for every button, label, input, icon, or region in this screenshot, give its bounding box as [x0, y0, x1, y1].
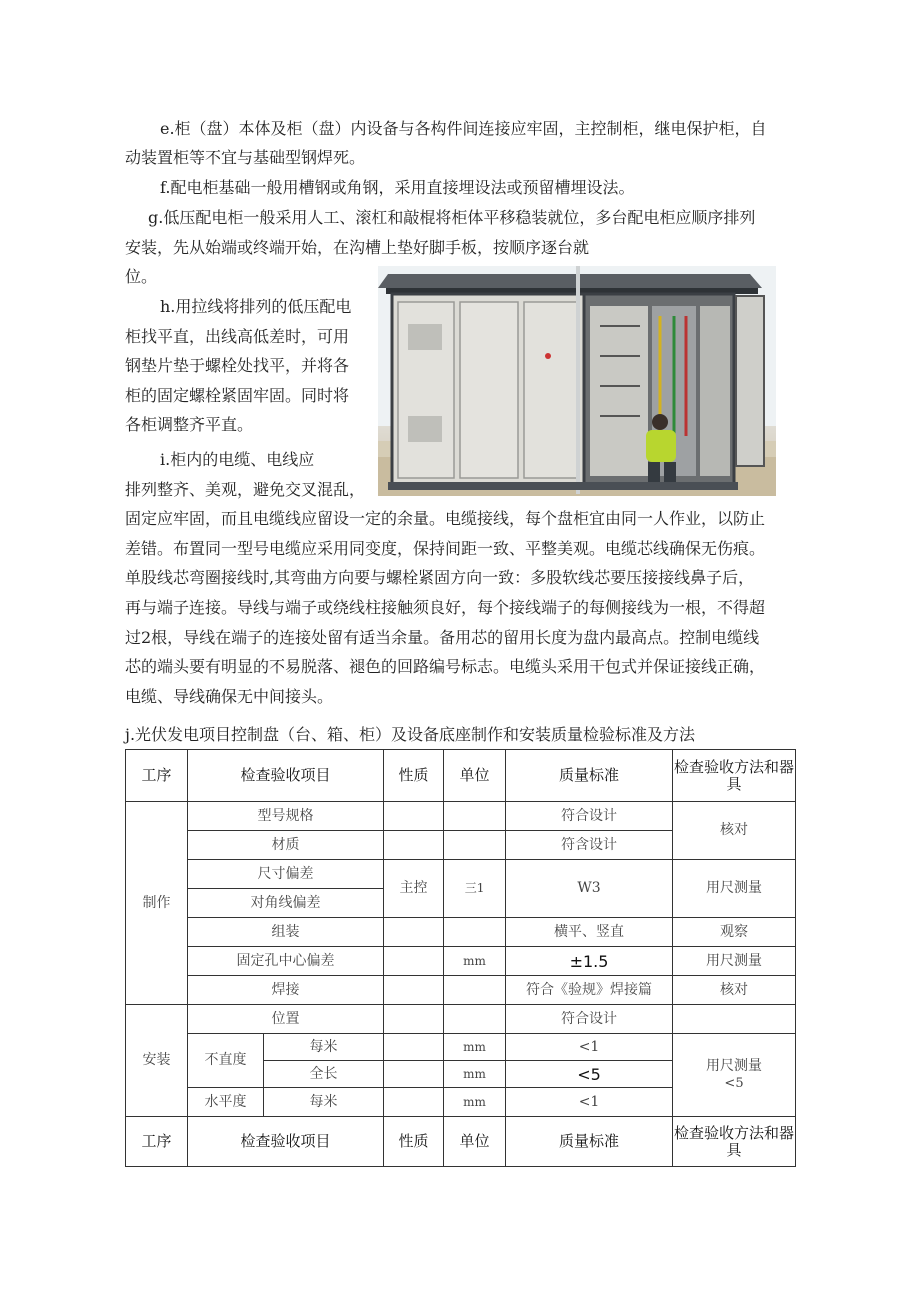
para-i-line9: 电缆、导线确保无中间接头。: [125, 687, 334, 706]
para-i-line6: 再与端子连接。导线与端子或绕线柱接触须良好，每个接线端子的每侧接线为一根，不得超: [125, 598, 766, 617]
cell-empty: [444, 1005, 506, 1034]
th-item: 检查验收项目: [188, 750, 384, 802]
process-zhizuo: 制作: [126, 802, 188, 1005]
table-caption: j.光伏发电项目控制盘（台、箱、柜）及设备底座制作和安装质量检验标准及方法: [125, 725, 696, 744]
cell-mm: mm: [444, 1088, 506, 1117]
th-unit: 单位: [444, 750, 506, 802]
cell-verify: 核对: [673, 802, 796, 860]
cell-lt1: <1: [506, 1034, 673, 1061]
cell-verify2: 核对: [673, 976, 796, 1005]
cell-hole-dev: 固定孔中心偏差: [188, 947, 384, 976]
cell-assembly-std: 横平、竖直: [506, 918, 673, 947]
table-header-row: [126, 750, 796, 802]
cell-mm: mm: [444, 1061, 506, 1088]
cell-pm15: ±1.5: [506, 947, 673, 976]
th-item: 检查验收项目: [188, 1117, 384, 1167]
para-f-line1: f.配电柜基础一般用槽钢或角钢，采用直接埋设法或预留槽埋设法。: [160, 178, 635, 197]
cell-empty: [673, 1005, 796, 1034]
th-process: 工序: [126, 750, 188, 802]
cell-mm: mm: [444, 947, 506, 976]
th-standard: 质量标准: [506, 1117, 673, 1167]
cell-empty: [384, 802, 444, 831]
para-h-line2: 柜找平直，出线高低差时，可用: [125, 327, 350, 346]
cell-mm: mm: [444, 1034, 506, 1061]
cabinet-illustration: [378, 266, 776, 496]
cell-lt1b: <1: [506, 1088, 673, 1117]
th-standard: 质量标准: [506, 750, 673, 802]
cell-full-len: 全长: [264, 1061, 384, 1088]
table-row: [126, 918, 796, 947]
table-row: [126, 1005, 796, 1034]
cell-w3: W3: [506, 860, 673, 918]
cell-empty: [444, 976, 506, 1005]
cell-empty: [384, 976, 444, 1005]
cell-material: 材质: [188, 831, 384, 860]
cell-weld: 焊接: [188, 976, 384, 1005]
para-i-line8: 芯的端头要有明显的不易脱落、褪色的回路编号标志。电缆头采用干包式并保证接线正确，: [125, 657, 766, 676]
para-i-line5: 单股线芯弯圈接线时,其弯曲方向要与螺栓紧固方向一致：多股软线芯要压接接线鼻子后，: [125, 568, 755, 587]
para-h-line3: 钢垫片垫于螺栓处找平，并将各: [125, 356, 350, 375]
cell-straight: 不直度: [188, 1034, 264, 1088]
cell-unit-odd: 三1: [444, 860, 506, 918]
table-row: [126, 976, 796, 1005]
cell-empty: [384, 1005, 444, 1034]
cell-empty: [384, 947, 444, 976]
table-row: [126, 802, 796, 831]
th-nature: 性质: [384, 750, 444, 802]
para-g-line3: 位。: [125, 267, 158, 286]
th-method: 检查验收方法和器具: [673, 1117, 796, 1167]
para-h-line1: h.用拉线将排列的低压配电: [160, 297, 352, 316]
cell-ruler: 用尺测量: [673, 860, 796, 918]
para-e-line1: e.柜（盘）本体及柜（盘）内设备与各构件间连接应牢固，主控制柜，继电保护柜，自: [160, 119, 767, 138]
cell-empty: [444, 918, 506, 947]
para-i-line7: 过2根，导线在端子的连接处留有适当余量。备用芯的留用长度为盘内最高点。控制电缆线: [125, 628, 760, 647]
cell-assembly: 组装: [188, 918, 384, 947]
cell-model-spec: 型号规格: [188, 802, 384, 831]
cell-empty: [384, 918, 444, 947]
cell-lt5: <5: [506, 1061, 673, 1088]
cell-level: 水平度: [188, 1088, 264, 1117]
cell-model-std: 符合设计: [506, 802, 673, 831]
cell-ruler-lt5: [673, 1034, 796, 1117]
cell-size-dev: 尺寸偏差: [188, 860, 384, 889]
cell-ruler2: 用尺测量: [673, 947, 796, 976]
para-i-line3: 固定应牢固，而且电缆线应留设一定的余量。电缆接线，每个盘柜宜由同一人作业，以防止: [125, 509, 766, 528]
cell-material-std: 符含设计: [506, 831, 673, 860]
para-g-line1: g.低压配电柜一般采用人工、滚杠和敲棍将柜体平移稳装就位，多台配电柜应顺序排列: [148, 208, 756, 227]
ruler-text: 用尺测量: [706, 1058, 763, 1074]
ruler-lt5: <5: [724, 1076, 744, 1091]
para-h-line4: 柜的固定螺栓紧固牢固。同时将: [125, 386, 350, 405]
table-row: [126, 947, 796, 976]
cell-empty: [444, 831, 506, 860]
table-header-row-repeat: [126, 1117, 796, 1167]
para-i-line4: 差错。布置同一型号电缆应采用同变度，保持间距一致、平整美观。电缆芯线确保无伤痕。: [125, 539, 766, 558]
cell-empty: [384, 831, 444, 860]
para-g-line2: 安装，先从始端或终端开始，在沟槽上垫好脚手板，按顺序逐台就: [125, 238, 590, 257]
cell-per-m2: 每米: [264, 1088, 384, 1117]
para-e-line2: 动装置柜等不宜与基础型钢焊死。: [125, 148, 366, 167]
para-i-line1: i.柜内的电缆、电线应: [160, 450, 315, 469]
table-row: [126, 1034, 796, 1061]
cell-per-m: 每米: [264, 1034, 384, 1061]
cell-empty: [384, 1088, 444, 1117]
cell-empty: [444, 802, 506, 831]
cabinet-photo: [378, 266, 776, 496]
cell-observe: 观察: [673, 918, 796, 947]
cell-main-ctrl: 主控: [384, 860, 444, 918]
th-process: 工序: [126, 1117, 188, 1167]
th-unit: 单位: [444, 1117, 506, 1167]
process-anzhuang: 安装: [126, 1005, 188, 1117]
cell-position-std: 符合设计: [506, 1005, 673, 1034]
cell-position: 位置: [188, 1005, 384, 1034]
cell-weld-std: 符合《验规》焊接篇: [506, 976, 673, 1005]
cell-diag-dev: 对角线偏差: [188, 889, 384, 918]
inspection-table: [125, 749, 796, 1167]
cell-empty: [384, 1061, 444, 1088]
cell-empty: [384, 1034, 444, 1061]
table-row: [126, 860, 796, 889]
th-method: 检查验收方法和器具: [673, 750, 796, 802]
para-h-line5: 各柜调整齐平直。: [125, 415, 254, 434]
para-i-line2: 排列整齐、美观，避免交叉混乱，: [125, 480, 366, 499]
th-nature: 性质: [384, 1117, 444, 1167]
